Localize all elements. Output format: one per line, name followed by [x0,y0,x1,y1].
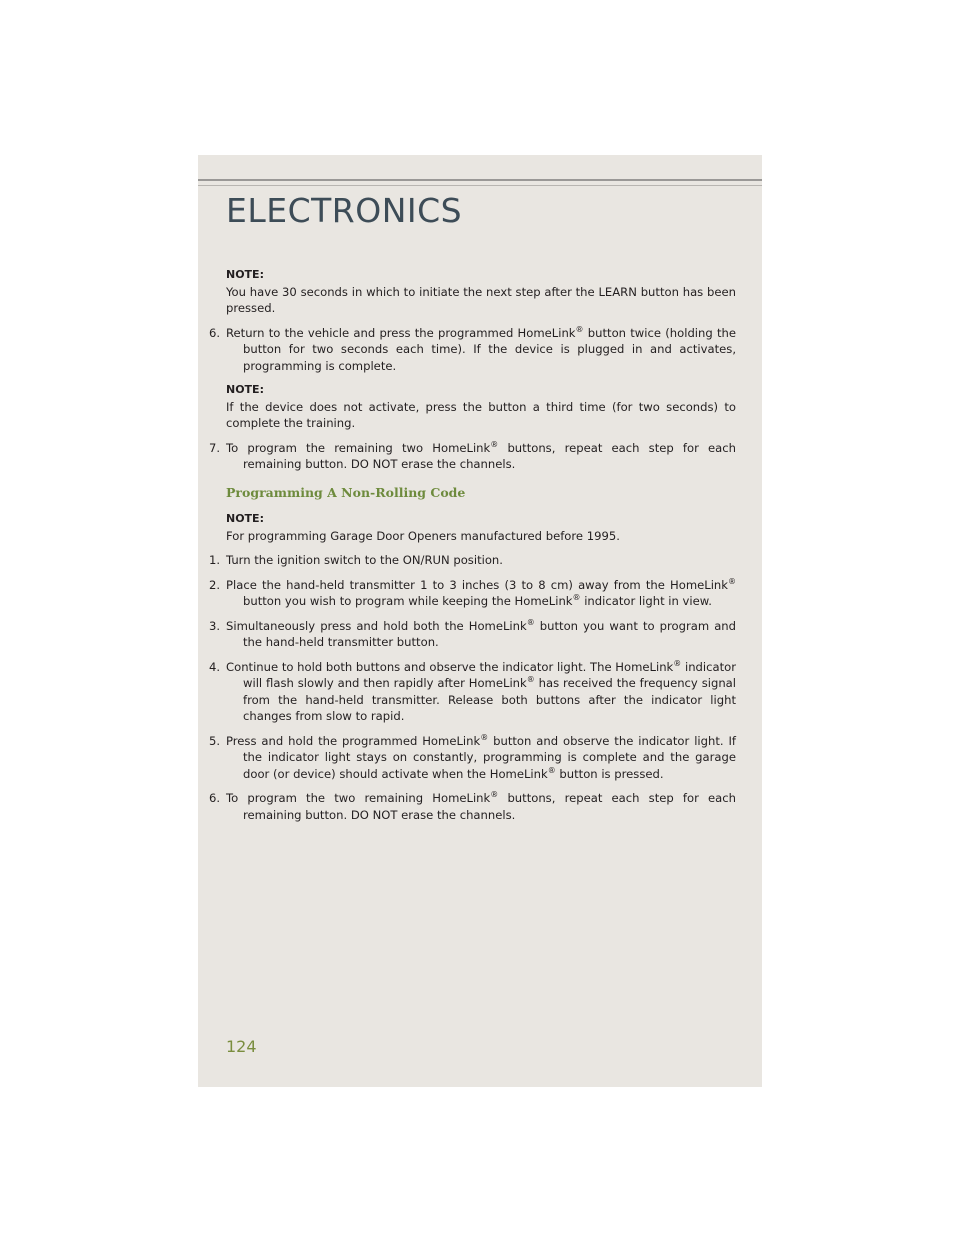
registered-mark: ® [480,732,489,742]
step-item: 5. Press and hold the programmed HomeLink® button and observe the indicator light. If the indicator light stays on constantly, programming is complete and the garage door (or device) should activate when the HomeLink® button is pressed. [209,732,736,781]
step-text: indicator will flash slowly and then rapidly after HomeLink [243,659,737,690]
step-text: indicator light in view. [584,594,712,608]
step-item: 6. Return to the vehicle and press the programmed HomeLink® button twice (holding the button for two seconds each time). If the device is plugged in and activates, programming is complete. [209,324,736,373]
registered-mark: ® [490,790,499,800]
step-text: buttons, repeat each step for each remaining button. DO NOT erase the channels. [243,791,737,822]
header-rule-top [198,179,762,181]
registered-mark: ® [526,675,535,685]
step-text: Continue to hold both buttons and observe the indicator light. The HomeLink [226,659,674,674]
registered-mark: ® [728,576,736,586]
steps-list-rolling-continued [209,439,737,473]
note-text: You have 30 seconds in which to initiate the next step after the LEARN button has been pressed. [226,284,736,315]
note-label: NOTE: [226,268,264,281]
section-title: ELECTRONICS [226,191,463,230]
note-text: If the device does not activate, press the button a third time (for two seconds) to complete the training. [226,399,736,430]
step-text: button you want to program and the hand-held transmitter button. [243,618,736,649]
step-text: has received the frequency signal from the hand-held transmitter. Release both buttons after the indicator light changes from slow to rapid. [243,676,736,723]
manual-page [198,155,762,1087]
steps-list-rolling [209,324,736,375]
step-item: 1. Turn the ignition switch to the ON/RUN position. [209,553,503,567]
subheading: Programming A Non-Rolling Code [226,484,466,500]
step-text: Press and hold the programmed HomeLink [226,733,481,748]
note-label: NOTE: [226,512,264,525]
step-text: Place the hand-held transmitter 1 to 3 inches (3 to 8 cm) away from the HomeLink [226,577,728,592]
registered-mark: ® [526,617,535,627]
step-text: Simultaneously press and hold both the HomeLink [226,618,527,633]
page-number: 124 [226,1037,257,1056]
registered-mark: ® [673,658,682,668]
note-text: For programming Garage Door Openers manufactured before 1995. [226,528,620,543]
header-rule-bottom [198,185,762,186]
steps-list-non-rolling [209,552,737,823]
step-text: button is pressed. [559,766,664,781]
page-content [209,267,737,831]
note-label: NOTE: [226,383,264,396]
step-text: button twice (holding the button for two seconds each time). If the device is plugged in and activates, programming is complete. [243,325,736,373]
step-item: 2. Place the hand-held transmitter 1 to 3 inches (3 to 8 cm) away from the HomeLink® button you wish to program while keeping the HomeLink® indicator light in view. [209,576,736,608]
step-item: 7. To program the remaining two HomeLink® buttons, repeat each step for each remaining button. DO NOT erase the channels. [209,439,737,471]
step-item: 4. Continue to hold both buttons and observe the indicator light. The HomeLink® indicator will flash slowly and then rapidly after HomeLink® has received the frequency signal from the hand-held transmitter. Release both buttons after the indicator light changes from slow to rapid. [209,658,737,723]
step-text: button and observe the indicator light. If the indicator light stays on constantly, programming is complete and the garage door (or device) should activate when the HomeLink [243,733,736,781]
registered-mark: ® [575,324,584,334]
step-text: To program the remaining two HomeLink [226,440,491,455]
registered-mark: ® [547,765,556,775]
registered-mark: ® [490,439,499,449]
step-text: Return to the vehicle and press the programmed HomeLink [226,325,576,340]
step-item: 6. To program the two remaining HomeLink® buttons, repeat each step for each remaining button. DO NOT erase the channels. [209,790,737,822]
step-text: To program the two remaining HomeLink [226,791,491,805]
step-text: Turn the ignition switch to the ON/RUN position. [226,553,503,567]
registered-mark: ® [572,593,581,603]
step-text: buttons, repeat each step for each remaining button. DO NOT erase the channels. [243,440,737,471]
step-text: button you wish to program while keeping the HomeLink [243,594,573,608]
step-item: 3. Simultaneously press and hold both the HomeLink® button you want to program and the hand-held transmitter button. [209,617,736,649]
